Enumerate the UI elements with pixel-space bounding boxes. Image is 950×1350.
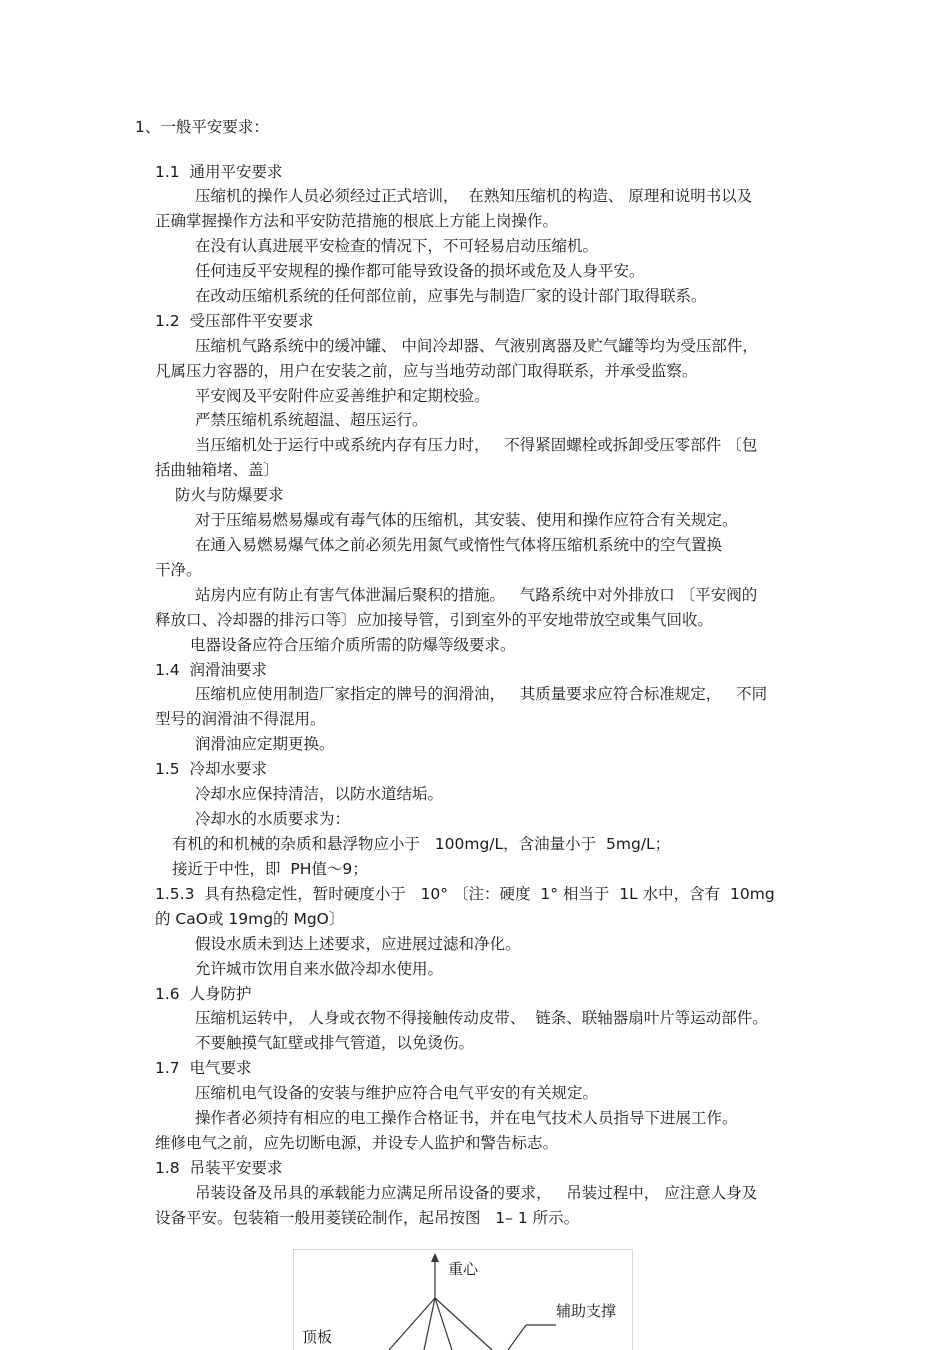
paragraph-line: 冷却水应保持清洁，以防水道结垢。 (195, 785, 444, 803)
subsection-heading: 1.5 冷却水要求 (155, 760, 268, 778)
subsection-heading: 1.1 通用平安要求 (155, 163, 283, 181)
subsection-heading: 1.8 吊装平安要求 (155, 1159, 283, 1177)
subsection-heading: 1.7 电气要求 (155, 1059, 252, 1077)
paragraph-line: 的 CaO或 19mg的 MgO〕 (155, 910, 345, 928)
paragraph-line: 操作者必须持有相应的电工操作合格证书，并在电气技术人员指导下进展工作。 (195, 1109, 738, 1127)
paragraph-line: 释放口、冷却器的排污口等〕应加接导管，引到室外的平安地带放空或集气回收。 (155, 611, 714, 629)
label-auxiliary-support: 辅助支撑 (556, 1302, 617, 1320)
paragraph-line: 对于压缩易燃易爆或有毒气体的压缩机，其安装、使用和操作应符合有关规定。 (195, 511, 738, 529)
paragraph-line: 压缩机的操作人员必须经过正式培训， 在熟知压缩机的构造、 原理和说明书以及 (195, 187, 753, 205)
paragraph-line: 允许城市饮用自来水做冷却水使用。 (195, 960, 444, 978)
paragraph-line: 有机的和机械的杂质和悬浮物应小于 100mg/L，含油量小于 5mg/L； (172, 835, 671, 853)
paragraph-line: 假设水质未到达上述要求，应进展过滤和净化。 (195, 935, 521, 953)
paragraph-line: 型号的润滑油不得混用。 (155, 710, 326, 728)
paragraph-line: 当压缩机处于运行中或系统内存有压力时， 不得紧固螺栓或拆卸受压零部件 〔包 (195, 436, 758, 454)
subsection-heading: 1.6 人身防护 (155, 985, 252, 1003)
paragraph-line: 压缩机电气设备的安装与维护应符合电气平安的有关规定。 (195, 1084, 599, 1102)
paragraph-line: 在没有认真进展平安检查的情况下，不可轻易启动压缩机。 (195, 237, 599, 255)
paragraph-line: 凡属压力容器的，用户在安装之前，应与当地劳动部门取得联系，并承受监察。 (155, 362, 698, 380)
paragraph-line: 平安阀及平安附件应妥善维护和定期校验。 (195, 387, 490, 405)
label-center-of-gravity: 重心 (448, 1260, 479, 1278)
paragraph-line: 任何违反平安规程的操作都可能导致设备的损坏或危及人身平安。 (195, 262, 645, 280)
lifting-diagram (293, 1249, 633, 1350)
paragraph-line: 干净。 (155, 561, 202, 579)
paragraph-line: 冷却水的水质要求为： (195, 810, 351, 828)
paragraph-line: 不要触摸气缸壁或排气管道，以免烫伤。 (195, 1034, 475, 1052)
paragraph-line: 站房内应有防止有害气体泄漏后聚积的措施。 气路系统中对外排放口 〔平安阀的 (195, 586, 758, 604)
section-heading: 1、一般平安要求： (135, 118, 269, 136)
paragraph-line: 在改动压缩机系统的任何部位前，应事先与制造厂家的设计部门取得联系。 (195, 287, 707, 305)
paragraph-line: 维修电气之前，应先切断电源，并设专人监护和警告标志。 (155, 1134, 559, 1152)
sling-mid-left (424, 1298, 435, 1350)
paragraph-line: 压缩机气路系统中的缓冲罐、 中间冷却器、气液别离器及贮气罐等均为受压部件， (195, 337, 758, 355)
center-arrow-head (431, 1253, 439, 1262)
paragraph-line: 电器设备应符合压缩介质所需的防爆等级要求。 (190, 636, 516, 654)
paragraph-line: 在通入易燃易爆气体之前必须先用氮气或惰性气体将压缩机系统中的空气置换 (195, 536, 723, 554)
subsection-heading: 1.2 受压部件平安要求 (155, 312, 314, 330)
paragraph-line: 润滑油应定期更换。 (195, 735, 335, 753)
support-leader (508, 1325, 526, 1350)
subsection-heading: 1.4 润滑油要求 (155, 661, 268, 679)
paragraph-line: 括曲轴箱堵、盖〕 (155, 461, 280, 479)
sling-left (389, 1298, 435, 1350)
paragraph-line: 压缩机运转中， 人身或衣物不得接触传动皮带、 链条、联轴器扇叶片等运动部件。 (195, 1009, 768, 1027)
paragraph-line: 1.5.3 具有热稳定性，暂时硬度小于 10° 〔注：硬度 1° 相当于 1L 水中，含有 10mg (155, 885, 775, 903)
label-top-plate: 顶板 (302, 1328, 333, 1346)
subsection-heading: 防火与防爆要求 (175, 486, 284, 504)
paragraph-line: 设备平安。包装箱一般用菱镁砼制作，起吊按图 1– 1 所示。 (155, 1209, 580, 1227)
paragraph-line: 正确掌握操作方法和平安防范措施的根底上方能上岗操作。 (155, 212, 559, 230)
paragraph-line: 接近于中性，即 PH值～9； (172, 860, 368, 878)
paragraph-line: 严禁压缩机系统超温、超压运行。 (195, 411, 428, 429)
paragraph-line: 压缩机应使用制造厂家指定的牌号的润滑油， 其质量要求应符合标准规定， 不同 (195, 685, 768, 703)
paragraph-line: 吊装设备及吊具的承载能力应满足所吊设备的要求， 吊装过程中， 应注意人身及 (195, 1184, 758, 1202)
